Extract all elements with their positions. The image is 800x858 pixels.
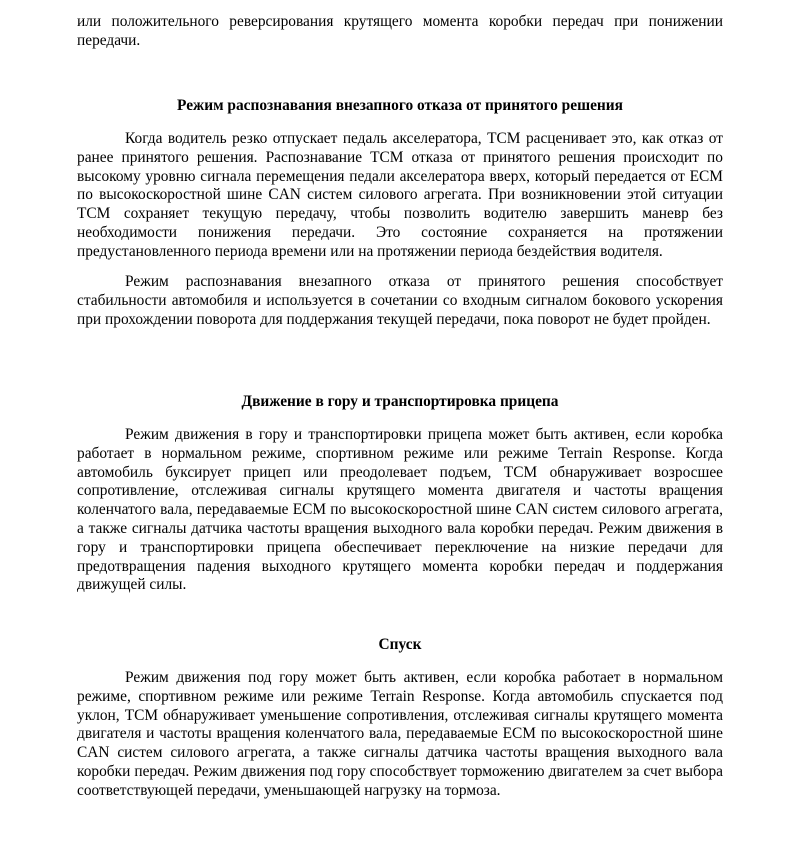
section-heading-kickdown-cancel: Режим распознавания внезапного отказа от принятого решения [177, 97, 623, 114]
intro-paragraph: или положительного реверсирования крутящего момента коробки передач при понижении передачи. [77, 13, 723, 49]
section-heading-downhill: Спуск [378, 636, 422, 653]
section-heading-uphill-towing: Движение в гору и транспортировка прицепа [241, 393, 559, 410]
section-1-paragraph-2: Режим распознавания внезапного отказа от принятого решения способствует стабильности автомобиля и используется в сочетании со входным сигналом бокового ускорения при прохождении поворота для поддержания текущей передачи, пока поворот не будет пройден. [77, 273, 723, 328]
section-3-paragraph-1: Режим движения под гору может быть активен, если коробка работает в нормальном режиме, спортивном режиме или режиме Terrain Response. Когда автомобиль спускается под уклон, TCM обнаруживает уменьшение сопротивления, отслеживая сигналы крутящего момента двигателя и частоты вращения коленчатого вала, передаваемые ECM по высокоскоростной шине CAN систем силового агрегата, а также сигналы датчика частоты вращения выходного вала коробки передач. Режим движения под гору способствует торможению двигателем за счет выбора соответствующей передачи, уменьшающей нагрузку на тормоза. [77, 669, 723, 799]
section-1-paragraph-1: Когда водитель резко отпускает педаль акселератора, TCM расценивает это, как отказ от ранее принятого решения. Распознавание TCM отказа от принятого решения происходит по высокому уровню сигнала перемещения педали акселератора вверх, который передается от ECM по высокоскоростной шине CAN систем силового агрегата. При возникновении этой ситуации TCM сохраняет текущую передачу, чтобы позволить водителю завершить маневр без необходимости понижения передачи. Это состояние сохраняется на протяжении предустановленного периода времени или на протяжении периода бездействия водителя. [77, 130, 723, 260]
section-2-paragraph-1: Режим движения в гору и транспортировки прицепа может быть активен, если коробка работает в нормальном режиме, спортивном режиме или режиме Terrain Response. Когда автомобиль буксирует прицеп или преодолевает подъем, TCM обнаруживает возросшее сопротивление, отслеживая сигналы крутящего момента двигателя и частоты вращения коленчатого вала, передаваемые ECM по высокоскоростной шине CAN систем силового агрегата, а также сигналы датчика частоты вращения выходного вала коробки передач. Режим движения в гору и транспортировки прицепа обеспечивает переключение на низкие передачи для предотвращения падения выходного крутящего момента коробки передач и поддержания движущей силы. [77, 426, 723, 594]
